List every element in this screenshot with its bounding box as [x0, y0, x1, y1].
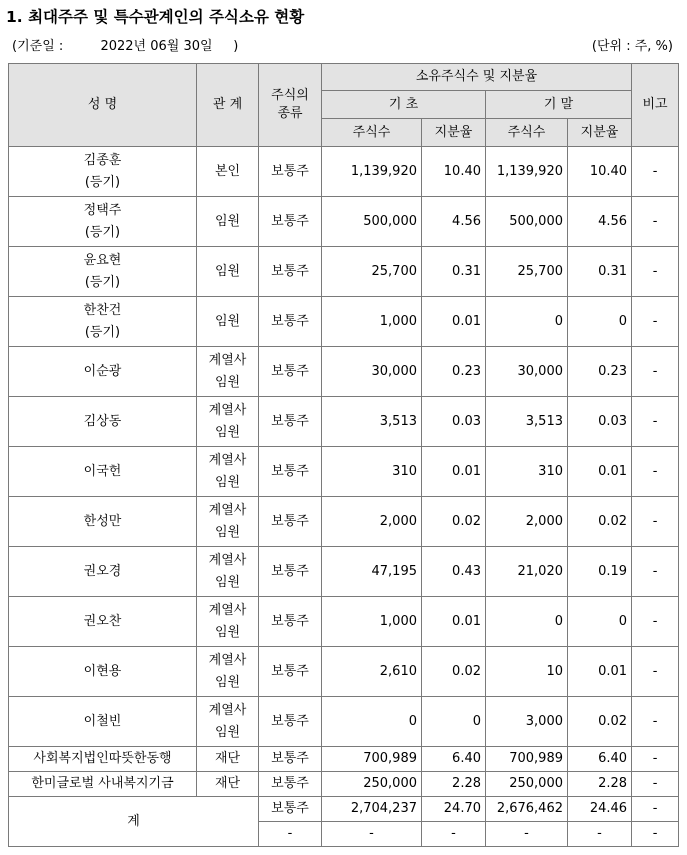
- cell-note: -: [632, 547, 679, 597]
- table-row: [9, 747, 679, 772]
- cell-relation: [197, 547, 259, 597]
- cell-end-shares: 21,020: [486, 547, 568, 597]
- cell-end-ratio: 0.02: [568, 497, 632, 547]
- cell-stock-type: 보통주: [259, 597, 322, 647]
- cell-relation: 재단: [197, 747, 259, 772]
- cell-name: [9, 347, 197, 397]
- table-row: [9, 547, 679, 597]
- cell-note: -: [632, 297, 679, 347]
- unit-label: (단위 : 주, %): [591, 39, 673, 54]
- cell-note: -: [632, 797, 679, 822]
- cell-end-ratio: 0.23: [568, 347, 632, 397]
- cell-relation: [197, 397, 259, 447]
- cell-stock-type: 보통주: [259, 772, 322, 797]
- cell-stock-type: 보통주: [259, 697, 322, 747]
- relation-line1: 계열사: [208, 702, 247, 718]
- table-row: [9, 647, 679, 697]
- cell-begin-ratio: 0: [422, 697, 486, 747]
- cell-begin-shares: 0: [322, 697, 422, 747]
- relation-line1: 계열사: [208, 452, 247, 468]
- relation-line1: 임원: [214, 263, 241, 279]
- header-end: 기 말: [486, 91, 632, 119]
- cell-begin-ratio: 0.23: [422, 347, 486, 397]
- cell-end-shares: 700,989: [486, 747, 568, 772]
- cell-name: [9, 647, 197, 697]
- base-date: (기준일 : 2022년 06월 30일 ): [12, 39, 239, 54]
- cell-stock-type: 보통주: [259, 547, 322, 597]
- cell-name: [9, 547, 197, 597]
- cell-end-ratio: 4.56: [568, 197, 632, 247]
- cell-begin-ratio: 0.01: [422, 297, 486, 347]
- name-line2: (등기): [84, 324, 121, 340]
- cell-note: -: [632, 597, 679, 647]
- total-label: 계: [9, 797, 259, 847]
- table-row: [9, 347, 679, 397]
- cell-begin-ratio: 0.31: [422, 247, 486, 297]
- name-line1: 한찬건: [83, 302, 122, 318]
- cell-end-shares: 0: [486, 597, 568, 647]
- cell-relation: [197, 497, 259, 547]
- header-stock-type-line2: 종류: [277, 106, 303, 121]
- cell-begin-ratio: -: [422, 822, 486, 847]
- cell-begin-ratio: 2.28: [422, 772, 486, 797]
- cell-note: -: [632, 822, 679, 847]
- cell-end-shares: 3,513: [486, 397, 568, 447]
- name-line1: 이국헌: [83, 463, 122, 479]
- cell-end-ratio: 6.40: [568, 747, 632, 772]
- cell-note: -: [632, 747, 679, 772]
- cell-name: [9, 147, 197, 197]
- header-begin-ratio: 지분율: [422, 119, 486, 147]
- cell-stock-type: -: [259, 822, 322, 847]
- cell-begin-ratio: 10.40: [422, 147, 486, 197]
- relation-line1: 임원: [214, 313, 241, 329]
- cell-begin-shares: 700,989: [322, 747, 422, 772]
- cell-end-ratio: 24.46: [568, 797, 632, 822]
- cell-note: -: [632, 197, 679, 247]
- table-row: [9, 147, 679, 197]
- relation-line1: 임원: [214, 213, 241, 229]
- cell-end-shares: 10: [486, 647, 568, 697]
- relation-line2: 임원: [214, 574, 241, 590]
- relation-line2: 임원: [214, 424, 241, 440]
- cell-begin-ratio: 0.02: [422, 647, 486, 697]
- cell-name: [9, 247, 197, 297]
- cell-begin-ratio: 24.70: [422, 797, 486, 822]
- cell-relation: [197, 597, 259, 647]
- cell-begin-shares: 30,000: [322, 347, 422, 397]
- header-stock-type: [259, 64, 322, 147]
- cell-end-shares: 30,000: [486, 347, 568, 397]
- name-line2: (등기): [84, 274, 121, 290]
- cell-begin-ratio: 0.03: [422, 397, 486, 447]
- relation-line2: 임원: [214, 674, 241, 690]
- shareholding-table: [8, 63, 679, 847]
- cell-name: [9, 297, 197, 347]
- cell-begin-shares: 3,513: [322, 397, 422, 447]
- relation-line2: 임원: [214, 724, 241, 740]
- cell-relation: [197, 297, 259, 347]
- cell-relation: 재단: [197, 772, 259, 797]
- cell-begin-shares: 2,000: [322, 497, 422, 547]
- total-row: [9, 797, 679, 822]
- header-relation: 관 계: [197, 64, 259, 147]
- cell-end-shares: 500,000: [486, 197, 568, 247]
- cell-note: -: [632, 447, 679, 497]
- cell-begin-ratio: 0.01: [422, 447, 486, 497]
- cell-relation: [197, 647, 259, 697]
- table-row: [9, 197, 679, 247]
- cell-stock-type: 보통주: [259, 247, 322, 297]
- cell-begin-ratio: 0.43: [422, 547, 486, 597]
- name-line1: 이순광: [83, 363, 122, 379]
- cell-stock-type: 보통주: [259, 797, 322, 822]
- table-row: [9, 297, 679, 347]
- cell-stock-type: 보통주: [259, 447, 322, 497]
- name-line1: 김종훈: [83, 152, 122, 168]
- cell-end-shares: 0: [486, 297, 568, 347]
- cell-end-ratio: 0.19: [568, 547, 632, 597]
- cell-name: [9, 597, 197, 647]
- cell-begin-shares: 1,000: [322, 597, 422, 647]
- relation-line1: 본인: [214, 163, 241, 179]
- cell-begin-shares: 2,610: [322, 647, 422, 697]
- cell-note: -: [632, 697, 679, 747]
- cell-begin-shares: 1,139,920: [322, 147, 422, 197]
- relation-line1: 계열사: [208, 602, 247, 618]
- cell-end-shares: 3,000: [486, 697, 568, 747]
- cell-name: 사회복지법인따뜻한동행: [9, 747, 197, 772]
- header-end-ratio: 지분율: [568, 119, 632, 147]
- cell-end-ratio: 2.28: [568, 772, 632, 797]
- cell-end-ratio: 0.31: [568, 247, 632, 297]
- relation-line1: 계열사: [208, 402, 247, 418]
- cell-stock-type: 보통주: [259, 347, 322, 397]
- cell-begin-shares: -: [322, 822, 422, 847]
- name-line1: 한성만: [83, 513, 122, 529]
- cell-stock-type: 보통주: [259, 147, 322, 197]
- cell-end-shares: 2,676,462: [486, 797, 568, 822]
- table-row: [9, 772, 679, 797]
- cell-stock-type: 보통주: [259, 397, 322, 447]
- cell-begin-shares: 310: [322, 447, 422, 497]
- cell-name: [9, 697, 197, 747]
- cell-note: -: [632, 347, 679, 397]
- name-line1: 이철빈: [83, 713, 122, 729]
- cell-stock-type: 보통주: [259, 197, 322, 247]
- cell-stock-type: 보통주: [259, 647, 322, 697]
- cell-note: -: [632, 772, 679, 797]
- cell-begin-shares: 250,000: [322, 772, 422, 797]
- cell-begin-shares: 500,000: [322, 197, 422, 247]
- cell-relation: [197, 447, 259, 497]
- table-row: [9, 447, 679, 497]
- relation-line2: 임원: [214, 624, 241, 640]
- cell-end-shares: 310: [486, 447, 568, 497]
- cell-name: [9, 397, 197, 447]
- cell-end-shares: -: [486, 822, 568, 847]
- header-end-shares: 주식수: [486, 119, 568, 147]
- name-line1: 정택주: [83, 202, 122, 218]
- cell-begin-ratio: 6.40: [422, 747, 486, 772]
- cell-end-ratio: 0.02: [568, 697, 632, 747]
- header-begin-shares: 주식수: [322, 119, 422, 147]
- table-row: [9, 397, 679, 447]
- cell-begin-ratio: 0.02: [422, 497, 486, 547]
- relation-line2: 임원: [214, 474, 241, 490]
- cell-note: -: [632, 147, 679, 197]
- relation-line1: 계열사: [208, 552, 247, 568]
- cell-begin-ratio: 4.56: [422, 197, 486, 247]
- cell-stock-type: 보통주: [259, 497, 322, 547]
- cell-end-ratio: 0.01: [568, 647, 632, 697]
- table-row: [9, 247, 679, 297]
- name-line1: 윤요현: [83, 252, 122, 268]
- cell-note: -: [632, 497, 679, 547]
- relation-line1: 계열사: [208, 502, 247, 518]
- cell-end-shares: 25,700: [486, 247, 568, 297]
- name-line2: (등기): [84, 174, 121, 190]
- relation-line2: 임원: [214, 374, 241, 390]
- name-line1: 이현용: [83, 663, 122, 679]
- header-stock-type-line1: 주식의: [271, 88, 309, 103]
- cell-name: 한미글로벌 사내복지기금: [9, 772, 197, 797]
- header-begin: 기 초: [322, 91, 486, 119]
- cell-stock-type: 보통주: [259, 297, 322, 347]
- cell-end-ratio: 0.01: [568, 447, 632, 497]
- table-row: [9, 697, 679, 747]
- cell-note: -: [632, 647, 679, 697]
- cell-relation: [197, 347, 259, 397]
- table-row: [9, 497, 679, 547]
- cell-name: [9, 447, 197, 497]
- name-line2: (등기): [84, 224, 121, 240]
- name-line1: 권오경: [83, 563, 122, 579]
- cell-end-ratio: -: [568, 822, 632, 847]
- cell-begin-shares: 47,195: [322, 547, 422, 597]
- relation-line2: 임원: [214, 524, 241, 540]
- cell-name: [9, 197, 197, 247]
- header-note: 비고: [632, 64, 679, 147]
- cell-end-shares: 2,000: [486, 497, 568, 547]
- cell-end-ratio: 0: [568, 297, 632, 347]
- cell-relation: [197, 247, 259, 297]
- cell-end-ratio: 10.40: [568, 147, 632, 197]
- relation-line1: 계열사: [208, 352, 247, 368]
- cell-relation: [197, 197, 259, 247]
- cell-end-shares: 250,000: [486, 772, 568, 797]
- name-line1: 권오찬: [83, 613, 122, 629]
- cell-end-ratio: 0: [568, 597, 632, 647]
- cell-begin-ratio: 0.01: [422, 597, 486, 647]
- table-row: [9, 597, 679, 647]
- cell-note: -: [632, 397, 679, 447]
- cell-stock-type: 보통주: [259, 747, 322, 772]
- cell-relation: [197, 147, 259, 197]
- header-holdings: 소유주식수 및 지분율: [322, 64, 632, 91]
- page-title: 1. 최대주주 및 특수관계인의 주식소유 현황: [6, 8, 305, 26]
- cell-relation: [197, 697, 259, 747]
- cell-name: [9, 497, 197, 547]
- cell-begin-shares: 25,700: [322, 247, 422, 297]
- cell-begin-shares: 1,000: [322, 297, 422, 347]
- cell-note: -: [632, 247, 679, 297]
- name-line1: 김상동: [83, 413, 122, 429]
- header-name: 성 명: [9, 64, 197, 147]
- cell-end-shares: 1,139,920: [486, 147, 568, 197]
- cell-begin-shares: 2,704,237: [322, 797, 422, 822]
- relation-line1: 계열사: [208, 652, 247, 668]
- cell-end-ratio: 0.03: [568, 397, 632, 447]
